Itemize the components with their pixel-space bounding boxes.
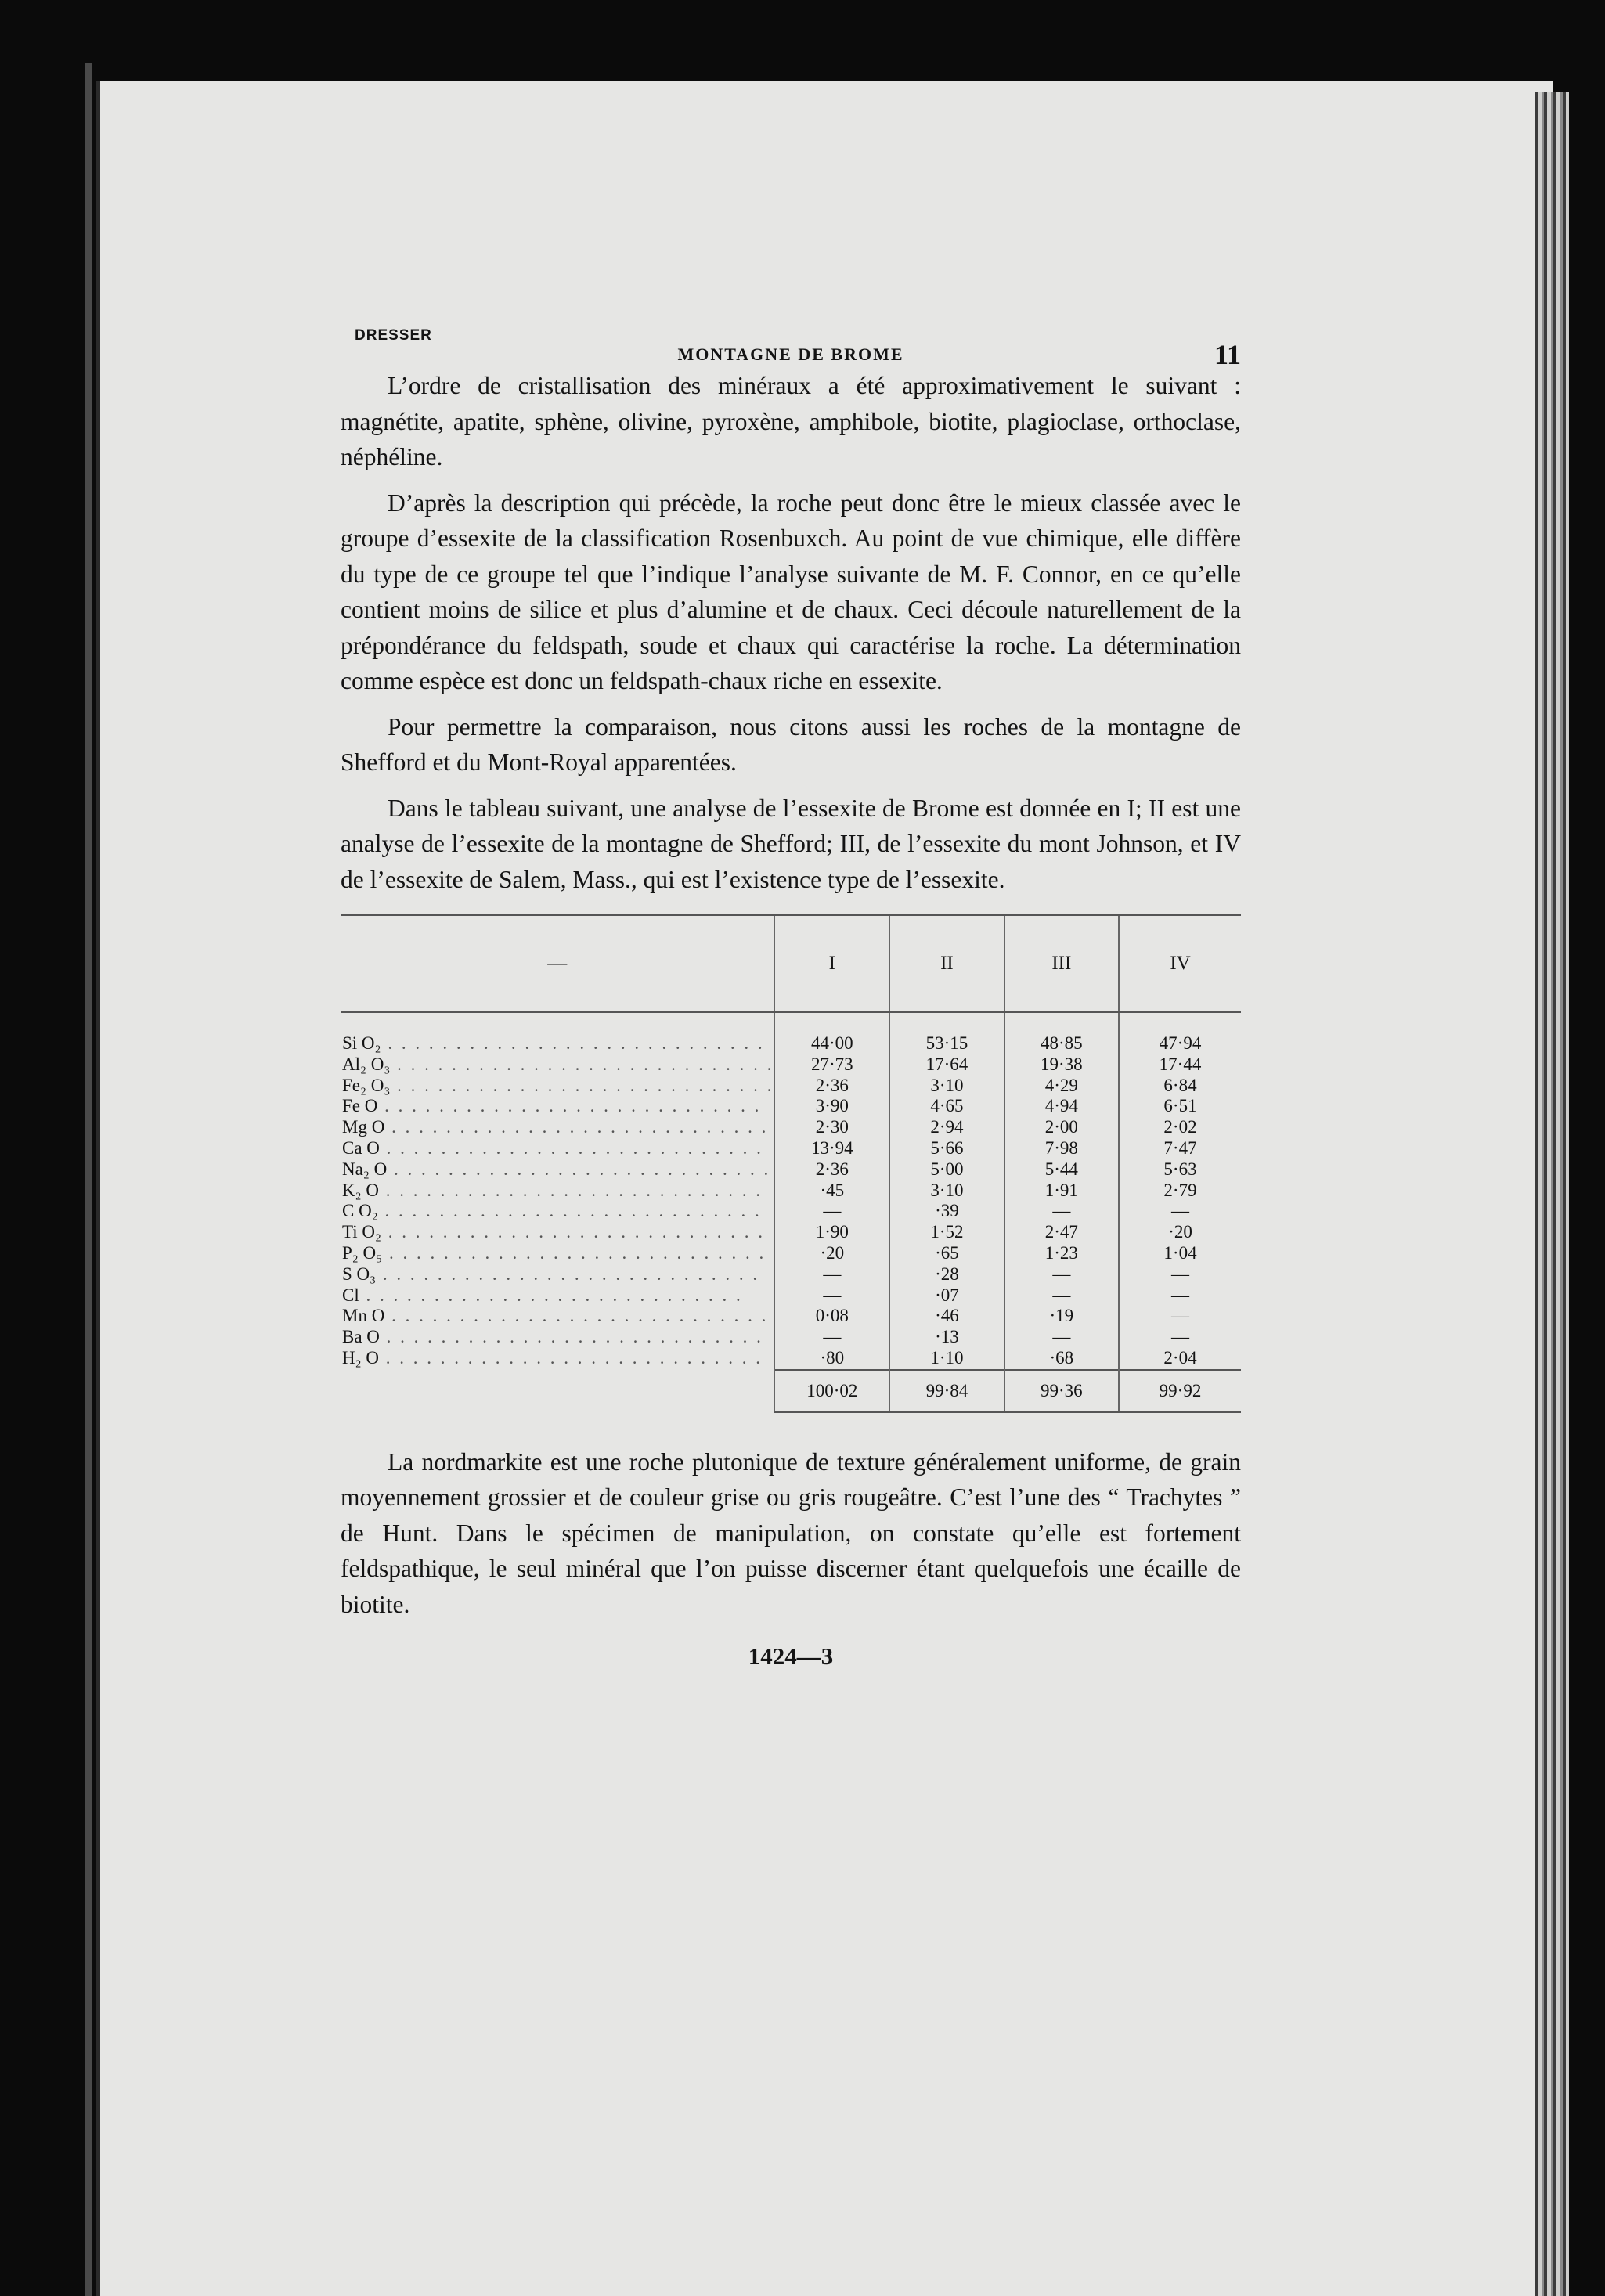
value-cell: 5·44 — [1004, 1159, 1119, 1180]
table-row — [341, 1159, 1241, 1180]
leader-dots: . . . . . . . . . . . . . . . . . . . . . . . . . . . . — [379, 1327, 763, 1347]
value-cell: — — [1119, 1285, 1241, 1307]
row-label-cell — [341, 1285, 774, 1307]
table-row — [341, 1096, 1241, 1117]
value-cell: ·13 — [889, 1327, 1004, 1348]
row-label: K₂ O — [342, 1180, 379, 1200]
column-header-iii: III — [1004, 915, 1119, 1012]
value-cell: 7·98 — [1004, 1138, 1119, 1159]
analysis-table-wrap — [341, 914, 1241, 1413]
row-label: C O₂ — [342, 1201, 378, 1221]
value-cell: 27·73 — [774, 1054, 889, 1076]
value-cell: ·19 — [1004, 1306, 1119, 1327]
row-label: Ba O — [342, 1327, 380, 1347]
total-cell: 99·92 — [1119, 1370, 1241, 1412]
row-label: Si O₂ — [342, 1033, 381, 1053]
value-cell: ·39 — [889, 1201, 1004, 1222]
table-row — [341, 1306, 1241, 1327]
leader-dots: . . . . . . . . . . . . . . . . . . . . . . . . . . . . — [382, 1242, 766, 1263]
value-cell: — — [1119, 1201, 1241, 1222]
analysis-table — [341, 914, 1241, 1413]
row-label-cell — [341, 1117, 774, 1138]
table-row — [341, 1222, 1241, 1243]
paragraph-crystallisation: L’ordre de cristallisation des minéraux a été approximativement le suivant : magnétite, apatite, sphène, olivine, pyroxène, amphibole, biotite, plagioclase, orthoclase, néphéline. — [341, 372, 1241, 470]
row-label-cell — [341, 1306, 774, 1327]
row-label: Cl — [342, 1285, 359, 1305]
value-cell: 53·15 — [889, 1012, 1004, 1054]
value-cell: ·65 — [889, 1243, 1004, 1264]
total-cell: 99·36 — [1004, 1370, 1119, 1412]
row-label-cell — [341, 1348, 774, 1370]
value-cell: 2·79 — [1119, 1180, 1241, 1202]
row-label-cell — [341, 1222, 774, 1243]
value-cell: 13·94 — [774, 1138, 889, 1159]
value-cell: — — [1119, 1306, 1241, 1327]
leader-dots: . . . . . . . . . . . . . . . . . . . . . . . . . . . . — [384, 1117, 769, 1137]
row-label: S O₃ — [342, 1263, 377, 1284]
value-cell: — — [774, 1285, 889, 1307]
table-row — [341, 1117, 1241, 1138]
value-cell: 1·10 — [889, 1348, 1004, 1370]
table-body — [341, 1012, 1241, 1412]
table-row — [341, 1012, 1241, 1054]
value-cell: ·20 — [1119, 1222, 1241, 1243]
binding-edge — [85, 63, 92, 2296]
value-cell: — — [774, 1327, 889, 1348]
leader-dots: . . . . . . . . . . . . . . . . . . . . . . . . . . . . — [377, 1201, 762, 1221]
row-label-cell — [341, 1243, 774, 1264]
running-head-author: DRESSER — [355, 327, 432, 344]
value-cell: 2·02 — [1119, 1117, 1241, 1138]
table-row — [341, 1076, 1241, 1097]
value-cell: 17·44 — [1119, 1054, 1241, 1076]
row-label: P₂ O₅ — [342, 1242, 383, 1263]
value-cell: 47·94 — [1119, 1012, 1241, 1054]
value-cell: 1·04 — [1119, 1243, 1241, 1264]
leader-dots: . . . . . . . . . . . . . . . . . . . . . . . . . . . . — [390, 1075, 774, 1095]
table-row — [341, 1348, 1241, 1370]
row-label-cell — [341, 1096, 774, 1117]
leader-dots: . . . . . . . . . . . . . . . . . . . . . . . . . . . . — [359, 1285, 743, 1305]
row-label: Fe₂ O₃ — [342, 1075, 391, 1095]
value-cell: 5·00 — [889, 1159, 1004, 1180]
value-cell: 1·52 — [889, 1222, 1004, 1243]
table-row — [341, 1264, 1241, 1285]
value-cell: ·68 — [1004, 1348, 1119, 1370]
leader-dots: . . . . . . . . . . . . . . . . . . . . . . . . . . . . — [384, 1306, 769, 1326]
row-label-cell — [341, 1180, 774, 1202]
leader-dots: . . . . . . . . . . . . . . . . . . . . . . . . . . . . — [381, 1033, 765, 1053]
value-cell: — — [1004, 1327, 1119, 1348]
value-cell: 5·66 — [889, 1138, 1004, 1159]
value-cell: ·45 — [774, 1180, 889, 1202]
leader-dots: . . . . . . . . . . . . . . . . . . . . . . . . . . . . — [390, 1054, 774, 1074]
row-label: H₂ O — [342, 1348, 379, 1368]
value-cell: ·20 — [774, 1243, 889, 1264]
table-corner-dash: — — [341, 915, 774, 1012]
running-head-title: MONTAGNE DE BROME — [677, 344, 904, 364]
value-cell: — — [1119, 1264, 1241, 1285]
row-label: Mn O — [342, 1306, 385, 1326]
value-cell: ·07 — [889, 1285, 1004, 1307]
value-cell: 6·51 — [1119, 1096, 1241, 1117]
value-cell: 2·04 — [1119, 1348, 1241, 1370]
row-label-cell — [341, 1054, 774, 1076]
value-cell: 2·94 — [889, 1117, 1004, 1138]
row-label: Na₂ O — [342, 1159, 388, 1179]
value-cell: 7·47 — [1119, 1138, 1241, 1159]
row-label-cell — [341, 1159, 774, 1180]
value-cell: 6·84 — [1119, 1076, 1241, 1097]
signature-code: 1424—3 — [748, 1642, 834, 1671]
column-header-i: I — [774, 915, 889, 1012]
value-cell: 0·08 — [774, 1306, 889, 1327]
page-number: 11 — [1214, 339, 1241, 370]
row-label-cell — [341, 1201, 774, 1222]
table-row — [341, 1201, 1241, 1222]
column-header-iv: IV — [1119, 915, 1241, 1012]
value-cell: 17·64 — [889, 1054, 1004, 1076]
paragraph-table-intro: Dans le tableau suivant, une analyse de l’essexite de Brome est donnée en I; II est une analyse de l’essexite de la montagne de Shefford; III, de l’essexite du mont Johnson, et IV de l’essexite de Salem, Mass., qui est l’existence type de l’essexite. — [341, 794, 1241, 893]
value-cell: — — [1004, 1264, 1119, 1285]
leader-dots: . . . . . . . . . . . . . . . . . . . . . . . . . . . . — [376, 1263, 760, 1284]
value-cell: — — [1004, 1285, 1119, 1307]
page-content — [341, 321, 1241, 1671]
value-cell: 3·10 — [889, 1180, 1004, 1202]
row-label: Mg O — [342, 1117, 385, 1137]
leader-dots: . . . . . . . . . . . . . . . . . . . . . . . . . . . . — [381, 1222, 766, 1242]
row-label: Ti O₂ — [342, 1222, 382, 1242]
value-cell: — — [774, 1264, 889, 1285]
table-row — [341, 1327, 1241, 1348]
row-label-cell — [341, 1138, 774, 1159]
row-label: Al₂ O₃ — [342, 1054, 391, 1074]
row-label: Ca O — [342, 1137, 380, 1158]
table-header-row — [341, 915, 1241, 1012]
value-cell: 4·65 — [889, 1096, 1004, 1117]
value-cell: 4·29 — [1004, 1076, 1119, 1097]
value-cell: 48·85 — [1004, 1012, 1119, 1054]
totals-label-cell — [341, 1370, 774, 1412]
leader-dots: . . . . . . . . . . . . . . . . . . . . . . . . . . . . — [379, 1348, 763, 1368]
paragraph-nordmarkite: La nordmarkite est une roche plutonique de texture généralement uniforme, de grain moyennement grossier et de couleur grise ou gris rougeâtre. C’est l’une des “ Trachytes ” de Hunt. Dans le spécimen de manipulation, on constate qu’elle est fortement feldspathique, le seul minéral que l’on puisse discerner étant quelquefois une écaille de biotite. — [341, 1447, 1241, 1618]
table-row — [341, 1180, 1241, 1202]
row-label-cell — [341, 1012, 774, 1054]
value-cell: 2·36 — [774, 1159, 889, 1180]
row-label-cell — [341, 1327, 774, 1348]
table-row — [341, 1138, 1241, 1159]
row-label-cell — [341, 1076, 774, 1097]
table-row — [341, 1054, 1241, 1076]
leader-dots: . . . . . . . . . . . . . . . . . . . . . . . . . . . . — [377, 1096, 762, 1116]
paragraph-comparison: Pour permettre la comparaison, nous citons aussi les roches de la montagne de Shefford et du Mont-Royal apparentées. — [341, 712, 1241, 776]
value-cell: — — [774, 1201, 889, 1222]
totals-row — [341, 1370, 1241, 1412]
table-row — [341, 1243, 1241, 1264]
leader-dots: . . . . . . . . . . . . . . . . . . . . . . . . . . . . — [379, 1180, 763, 1200]
table-row — [341, 1285, 1241, 1307]
value-cell: ·80 — [774, 1348, 889, 1370]
row-label: Fe O — [342, 1096, 378, 1116]
row-label-cell — [341, 1264, 774, 1285]
page-stack-edge — [1535, 92, 1569, 2296]
value-cell: 1·91 — [1004, 1180, 1119, 1202]
value-cell: 4·94 — [1004, 1096, 1119, 1117]
value-cell: — — [1004, 1201, 1119, 1222]
value-cell: 5·63 — [1119, 1159, 1241, 1180]
value-cell: 2·47 — [1004, 1222, 1119, 1243]
leader-dots: . . . . . . . . . . . . . . . . . . . . . . . . . . . . — [387, 1159, 771, 1179]
value-cell: — — [1119, 1327, 1241, 1348]
value-cell: 3·90 — [774, 1096, 889, 1117]
value-cell: ·28 — [889, 1264, 1004, 1285]
total-cell: 100·02 — [774, 1370, 889, 1412]
value-cell: 19·38 — [1004, 1054, 1119, 1076]
value-cell: 44·00 — [774, 1012, 889, 1054]
value-cell: 1·23 — [1004, 1243, 1119, 1264]
paragraph-classification: D’après la description qui précède, la roche peut donc être le mieux classée avec le groupe d’essexite de la classification Rosenbuxch. Au point de vue chimique, elle diffère du type de ce groupe tel que l’indique l’analyse suivante de M. F. Connor, en ce qu’elle contient moins de silice et plus d’alumine et de chaux. Ceci découle naturellement de la prépondérance du feldspath, soude et chaux qui caractérise la roche. La détermination comme espèce est donc un feldspath-chaux riche en essexite. — [341, 488, 1241, 694]
value-cell: 2·00 — [1004, 1117, 1119, 1138]
value-cell: 2·30 — [774, 1117, 889, 1138]
total-cell: 99·84 — [889, 1370, 1004, 1412]
value-cell: 1·90 — [774, 1222, 889, 1243]
value-cell: ·46 — [889, 1306, 1004, 1327]
column-header-ii: II — [889, 915, 1004, 1012]
value-cell: 2·36 — [774, 1076, 889, 1097]
value-cell: 3·10 — [889, 1076, 1004, 1097]
leader-dots: . . . . . . . . . . . . . . . . . . . . . . . . . . . . — [379, 1137, 763, 1158]
running-header — [341, 321, 1241, 368]
